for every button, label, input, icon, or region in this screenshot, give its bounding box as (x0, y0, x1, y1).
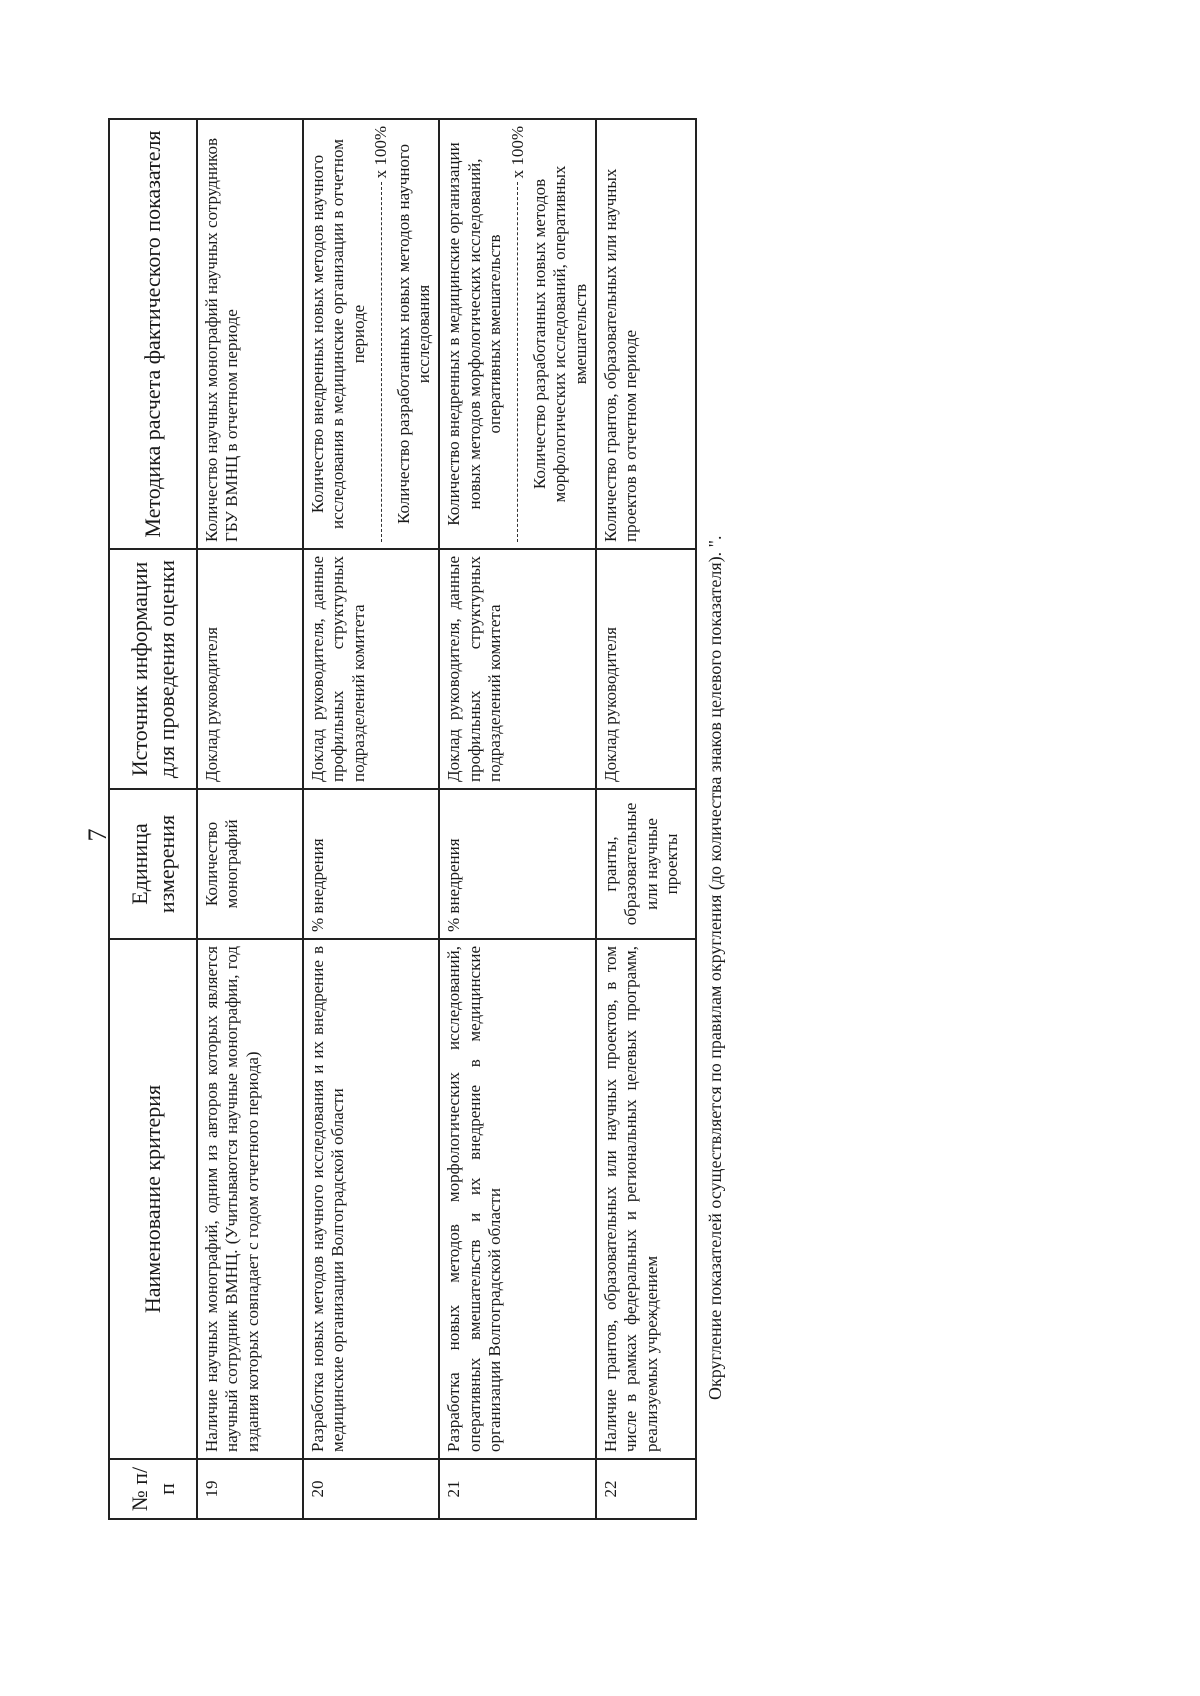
page-number: 7 (83, 828, 112, 842)
table-row (303, 119, 439, 1519)
criteria-table (108, 118, 697, 1520)
row-method: Количество научных монографий научных сотрудников ГБУ ВМНЦ в отчетном периоде (197, 119, 303, 549)
row-num: 22 (596, 1459, 696, 1519)
row-method (439, 119, 596, 549)
row-unit: гранты, образовательные или научные проекты (596, 789, 696, 939)
table-row (197, 119, 303, 1519)
row-unit: % внедрения (439, 789, 596, 939)
row-num: 19 (197, 1459, 303, 1519)
row-name: Разработка новых методов морфологических исследований, оперативных вмешательств и их внедрение в медицинские организации Волгоградской области (439, 939, 596, 1459)
row-name: Наличие грантов, образовательных или научных проектов, в том числе в рамках федеральных и региональных целевых программ, реализуемых учреждением (596, 939, 696, 1459)
row-method: Количество грантов, образовательных или научных проектов в отчетном периоде (596, 119, 696, 549)
formula-denominator: Количество разработанных новых методов морфологических исследований, оперативных вмешательств (529, 165, 590, 503)
row-source: Доклад руководителя (596, 549, 696, 789)
header-num: № п/п (109, 1459, 197, 1519)
row-num: 20 (303, 1459, 439, 1519)
table-row (439, 119, 596, 1519)
row-unit: Количество монографий (197, 789, 303, 939)
row-source: Доклад руководителя, данные профильных структурных подразделений комитета (303, 549, 439, 789)
table-row (596, 119, 696, 1519)
fraction-dash (517, 182, 518, 542)
formula-multiplier: x 100% (507, 126, 527, 179)
method-formula (444, 126, 591, 542)
formula-numerator: Количество внедренных в медицинские организации новых методов морфологических исследований, оперативных вмешательств (444, 142, 505, 526)
method-formula (308, 126, 434, 542)
header-unit: Единица измерения (109, 789, 197, 939)
fraction-dash (381, 182, 382, 542)
row-method (303, 119, 439, 549)
header-source: Источник информации для проведения оценки (109, 549, 197, 789)
row-source: Доклад руководителя (197, 549, 303, 789)
fraction-line (508, 126, 528, 542)
header-name: Наименование критерия (109, 939, 197, 1459)
formula-denominator: Количество разработанных новых методов научного исследования (393, 144, 433, 525)
rotated-sheet (108, 120, 726, 1520)
row-name: Наличие научных монографий, одним из авторов которых является научный сотрудник ВМНЦ. (Учитываются научные монографии, год издания которых совпадает с годом отчетного периода) (197, 939, 303, 1459)
formula-numerator: Количество внедренных новых методов научного исследования в медицинские организации в отчетном периоде (308, 139, 368, 529)
fraction-line (371, 126, 391, 542)
formula-multiplier: x 100% (371, 126, 391, 179)
row-name: Разработка новых методов научного исследования и их внедрение в медицинские организации Волгоградской области (303, 939, 439, 1459)
row-source: Доклад руководителя, данные профильных структурных подразделений комитета (439, 549, 596, 789)
header-method: Методика расчета фактического показателя (109, 119, 197, 549)
table-header-row (109, 119, 197, 1519)
row-num: 21 (439, 1459, 596, 1519)
rounding-note: Округление показателей осуществляется по правилам округления (до количества знаков целевого показателя). ". (705, 535, 726, 1400)
row-unit: % внедрения (303, 789, 439, 939)
